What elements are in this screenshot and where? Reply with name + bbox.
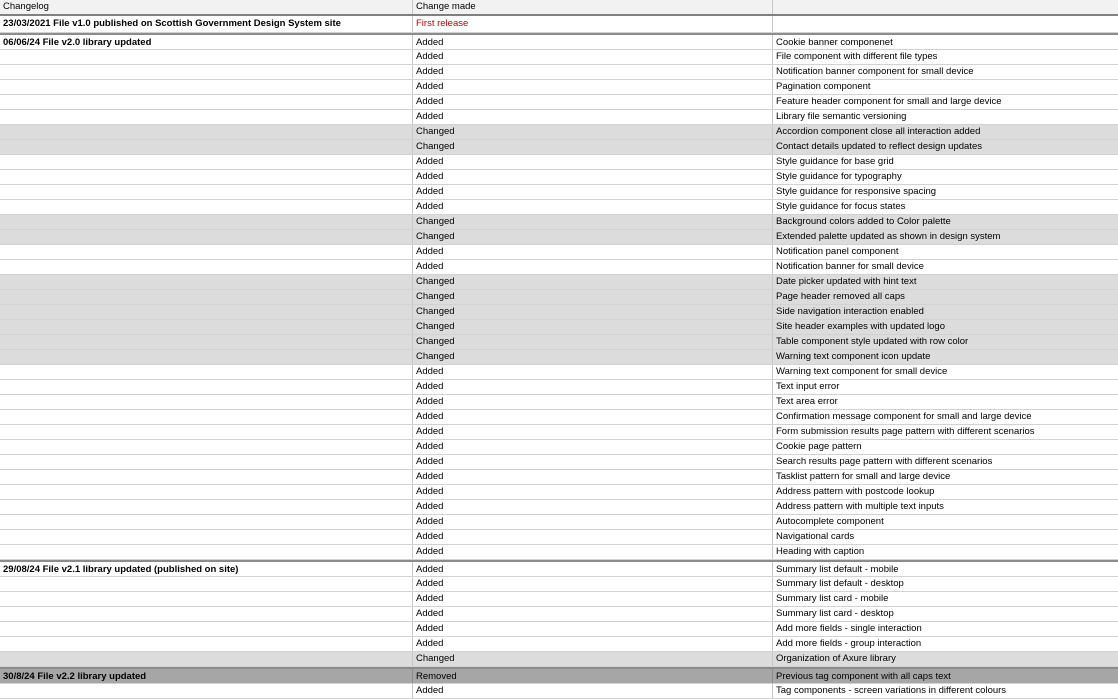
changelog-cell[interactable]	[0, 455, 413, 469]
table-row	[0, 305, 1118, 320]
changelog-cell[interactable]	[0, 410, 413, 424]
change-details-cell[interactable]: Style guidance for responsive spacing	[776, 186, 937, 197]
table-row	[0, 470, 1118, 485]
changelog-cell[interactable]	[0, 230, 413, 244]
changelog-cell[interactable]: 30/8/24 File v2.2 library updated	[0, 669, 413, 683]
changelog-cell[interactable]	[0, 395, 413, 409]
changelog-cell[interactable]	[0, 305, 413, 319]
table-row	[0, 607, 1118, 622]
change-type-cell[interactable]: Changed	[413, 125, 773, 139]
changelog-cell[interactable]	[0, 470, 413, 484]
changelog-cell[interactable]	[0, 170, 413, 184]
change-type-cell[interactable]: Removed	[413, 669, 773, 683]
change-type-cell[interactable]: Added	[413, 485, 773, 499]
table-row	[0, 275, 1118, 290]
change-details-cell[interactable]: Warning text component for small device	[776, 366, 948, 377]
change-type-cell[interactable]: Added	[413, 410, 773, 424]
changelog-cell[interactable]	[0, 155, 413, 169]
table-row	[0, 50, 1118, 65]
table-row	[0, 125, 1118, 140]
changelog-cell[interactable]	[0, 95, 413, 109]
change-details-cell[interactable]: Form submission results page pattern with different scenarios	[776, 426, 1035, 437]
change-details-cell[interactable]: Style guidance for base grid	[776, 156, 894, 167]
table-row	[0, 155, 1118, 170]
change-type-cell[interactable]: Added	[413, 592, 773, 606]
change-details-cell[interactable]: Previous tag component with all caps text	[776, 671, 951, 682]
changelog-cell[interactable]: 29/08/24 File v2.1 library updated (published on site)	[0, 562, 413, 576]
header-details[interactable]	[773, 0, 1118, 14]
header-row	[0, 0, 1118, 16]
change-details-cell[interactable]: Tag components - screen variations in different colours	[776, 685, 1007, 696]
changelog-cell[interactable]	[0, 380, 413, 394]
table-row	[0, 380, 1118, 395]
change-type-cell[interactable]: Changed	[413, 335, 773, 349]
change-details-cell[interactable]: Pagination component	[776, 81, 871, 92]
change-details-cell[interactable]: Cookie banner componenet	[776, 37, 893, 48]
change-type-cell[interactable]: Added	[413, 200, 773, 214]
change-type-cell[interactable]: Added	[413, 684, 773, 698]
changelog-cell[interactable]	[0, 652, 413, 666]
change-type-cell[interactable]: Added	[413, 395, 773, 409]
change-type-cell[interactable]: Changed	[413, 275, 773, 289]
change-details-cell[interactable]: Notification panel component	[776, 246, 899, 257]
table-row	[0, 485, 1118, 500]
change-type-cell[interactable]: First release	[413, 16, 773, 32]
change-type-cell[interactable]: Changed	[413, 215, 773, 229]
table-row	[0, 65, 1118, 80]
changelog-cell[interactable]	[0, 350, 413, 364]
change-details-cell[interactable]: Heading with caption	[776, 546, 865, 557]
change-type-cell[interactable]: Added	[413, 35, 773, 49]
table-row	[0, 684, 1118, 699]
change-type-cell[interactable]: Added	[413, 607, 773, 621]
table-row	[0, 577, 1118, 592]
table-row	[0, 110, 1118, 125]
change-details-cell[interactable]: Summary list card - desktop	[776, 608, 894, 619]
changelog-cell[interactable]	[0, 530, 413, 544]
changelog-cell[interactable]	[0, 485, 413, 499]
changelog-cell[interactable]	[0, 80, 413, 94]
changelog-cell[interactable]	[0, 140, 413, 154]
change-type-cell[interactable]: Added	[413, 425, 773, 439]
change-type-cell[interactable]: Added	[413, 545, 773, 559]
change-type-cell[interactable]: Added	[413, 185, 773, 199]
table-row	[0, 622, 1118, 637]
table-row	[0, 185, 1118, 200]
table-row	[0, 335, 1118, 350]
change-type-cell[interactable]: Added	[413, 95, 773, 109]
change-details-cell[interactable]: Confirmation message component for small and large device	[776, 411, 1032, 422]
change-details-cell[interactable]: Library file semantic versioning	[776, 111, 907, 122]
table-row	[0, 637, 1118, 652]
changelog-cell[interactable]	[0, 425, 413, 439]
change-type-cell[interactable]: Changed	[413, 320, 773, 334]
header-change-made[interactable]: Change made	[413, 0, 773, 14]
changelog-cell[interactable]	[0, 50, 413, 64]
change-details-cell[interactable]: Search results page pattern with different scenarios	[776, 456, 993, 467]
change-details-cell[interactable]: Extended palette updated as shown in design system	[776, 231, 1001, 242]
table-row	[0, 440, 1118, 455]
table-row	[0, 592, 1118, 607]
table-row	[0, 245, 1118, 260]
changelog-cell[interactable]	[0, 577, 413, 591]
table-row	[0, 80, 1118, 95]
changelog-cell[interactable]	[0, 260, 413, 274]
change-type-cell[interactable]: Added	[413, 500, 773, 514]
change-type-cell[interactable]: Added	[413, 155, 773, 169]
table-row	[0, 395, 1118, 410]
change-details-cell[interactable]: Style guidance for typography	[776, 171, 902, 182]
table-row	[0, 515, 1118, 530]
table-row	[0, 33, 1118, 50]
table-row	[0, 667, 1118, 684]
change-details-cell[interactable]: Notification banner component for small device	[776, 66, 974, 77]
change-details-cell[interactable]: Warning text component icon update	[776, 351, 931, 362]
change-type-cell[interactable]: Added	[413, 260, 773, 274]
change-details-cell[interactable]: Text area error	[776, 396, 838, 407]
table-row	[0, 455, 1118, 470]
change-type-cell[interactable]: Added	[413, 440, 773, 454]
table-row	[0, 170, 1118, 185]
table-row	[0, 652, 1118, 667]
change-type-cell[interactable]: Added	[413, 365, 773, 379]
change-details-cell[interactable]: Site header examples with updated logo	[776, 321, 946, 332]
change-type-cell[interactable]: Added	[413, 380, 773, 394]
table-row	[0, 260, 1118, 275]
change-details-cell[interactable]: Feature header component for small and large device	[776, 96, 1002, 107]
change-details-cell[interactable]: Background colors added to Color palette	[776, 216, 951, 227]
change-details-cell[interactable]: Summary list card - mobile	[776, 593, 889, 604]
change-type-cell[interactable]: Changed	[413, 652, 773, 666]
table-row	[0, 500, 1118, 515]
change-details-cell[interactable]: Text input error	[776, 381, 840, 392]
changelog-cell[interactable]	[0, 515, 413, 529]
table-row	[0, 200, 1118, 215]
change-type-cell[interactable]: Added	[413, 110, 773, 124]
table-row	[0, 365, 1118, 380]
changelog-cell[interactable]	[0, 684, 413, 698]
table-row	[0, 140, 1118, 155]
change-type-cell[interactable]: Changed	[413, 230, 773, 244]
change-details-cell[interactable]: Add more fields - single interaction	[776, 623, 922, 634]
change-details-cell[interactable]: Add more fields - group interaction	[776, 638, 922, 649]
change-type-cell[interactable]: Changed	[413, 305, 773, 319]
changelog-cell[interactable]	[0, 290, 413, 304]
change-type-cell[interactable]: Added	[413, 530, 773, 544]
changelog-cell[interactable]	[0, 545, 413, 559]
change-type-cell[interactable]: Added	[413, 50, 773, 64]
change-type-cell[interactable]: Added	[413, 470, 773, 484]
change-type-cell[interactable]: Added	[413, 455, 773, 469]
change-details-cell[interactable]: Autocomplete component	[776, 516, 884, 527]
changelog-cell[interactable]	[0, 110, 413, 124]
change-type-cell[interactable]: Added	[413, 170, 773, 184]
changelog-cell[interactable]	[0, 185, 413, 199]
changelog-cell[interactable]	[0, 622, 413, 636]
table-row	[0, 320, 1118, 335]
change-type-cell[interactable]: Changed	[413, 290, 773, 304]
change-details-cell[interactable]	[773, 16, 1118, 32]
change-type-cell[interactable]: Changed	[413, 140, 773, 154]
changelog-cell[interactable]: 06/06/24 File v2.0 library updated	[0, 35, 413, 49]
changelog-cell[interactable]: 23/03/2021 File v1.0 published on Scottish Government Design System site	[0, 16, 413, 32]
change-details-cell[interactable]: Date picker updated with hint text	[776, 276, 917, 287]
change-details-cell[interactable]: Address pattern with postcode lookup	[776, 486, 935, 497]
change-details-cell[interactable]: Table component style updated with row color	[776, 336, 969, 347]
change-details-cell[interactable]: Style guidance for focus states	[776, 201, 906, 212]
change-type-cell[interactable]: Added	[413, 245, 773, 259]
change-details-cell[interactable]: Navigational cards	[776, 531, 855, 542]
change-type-cell[interactable]: Added	[413, 562, 773, 576]
change-details-cell[interactable]: Summary list default - desktop	[776, 578, 904, 589]
table-body	[0, 16, 1118, 699]
changelog-cell[interactable]	[0, 500, 413, 514]
table-row	[0, 95, 1118, 110]
changelog-cell[interactable]	[0, 275, 413, 289]
table-row	[0, 230, 1118, 245]
table-row	[0, 560, 1118, 577]
change-details-cell[interactable]: Accordion component close all interaction added	[776, 126, 981, 137]
changelog-cell[interactable]	[0, 125, 413, 139]
changelog-cell[interactable]	[0, 65, 413, 79]
change-type-cell[interactable]: Changed	[413, 350, 773, 364]
change-details-cell[interactable]: Address pattern with multiple text inputs	[776, 501, 944, 512]
change-type-cell[interactable]: Added	[413, 637, 773, 651]
change-type-cell[interactable]: Added	[413, 577, 773, 591]
changelog-cell[interactable]	[0, 440, 413, 454]
header-changelog[interactable]: Changelog	[0, 0, 413, 14]
changelog-cell[interactable]	[0, 365, 413, 379]
table-row	[0, 410, 1118, 425]
change-details-cell[interactable]: Cookie page pattern	[776, 441, 862, 452]
change-type-cell[interactable]: Added	[413, 515, 773, 529]
change-details-cell[interactable]: Page header removed all caps	[776, 291, 905, 302]
changelog-cell[interactable]	[0, 215, 413, 229]
change-type-cell[interactable]: Added	[413, 65, 773, 79]
table-row	[0, 545, 1118, 560]
changelog-cell[interactable]	[0, 200, 413, 214]
change-details-cell[interactable]: Organization of Axure library	[776, 653, 896, 664]
table-row	[0, 530, 1118, 545]
change-type-cell[interactable]: Added	[413, 622, 773, 636]
changelog-cell[interactable]	[0, 637, 413, 651]
table-row	[0, 290, 1118, 305]
change-details-cell[interactable]: File component with different file types	[776, 51, 938, 62]
table-row	[0, 215, 1118, 230]
change-details-cell[interactable]: Summary list default - mobile	[776, 564, 899, 575]
table-row	[0, 425, 1118, 440]
changelog-cell[interactable]	[0, 320, 413, 334]
changelog-cell[interactable]	[0, 592, 413, 606]
change-details-cell[interactable]: Side navigation interaction enabled	[776, 306, 924, 317]
change-details-cell[interactable]: Notification banner for small device	[776, 261, 924, 272]
change-type-cell[interactable]: Added	[413, 80, 773, 94]
table-row	[0, 16, 1118, 33]
changelog-cell[interactable]	[0, 335, 413, 349]
changelog-cell[interactable]	[0, 245, 413, 259]
table-row	[0, 350, 1118, 365]
change-details-cell[interactable]: Tasklist pattern for small and large device	[776, 471, 951, 482]
change-details-cell[interactable]: Contact details updated to reflect design updates	[776, 141, 982, 152]
changelog-cell[interactable]	[0, 607, 413, 621]
